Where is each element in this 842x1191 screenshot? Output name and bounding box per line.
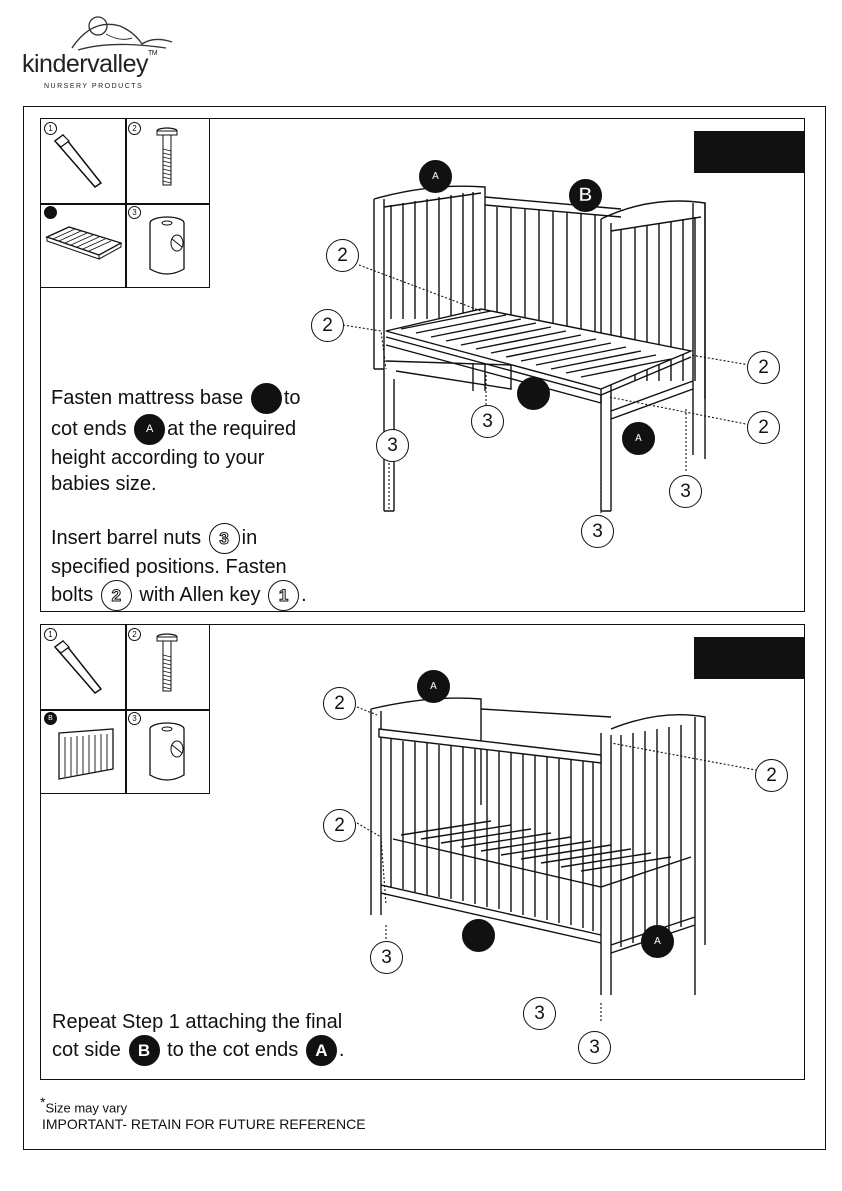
instr-text: bolts [51, 583, 94, 606]
instr-text: Repeat Step 1 attaching the final [52, 1011, 343, 1033]
instr-text: . [301, 583, 307, 606]
instr-text: to [283, 386, 301, 409]
brand-subtitle: NURSERY PRODUCTS [44, 83, 144, 90]
instr-text: babies size. [51, 473, 157, 495]
barrel-nut-callout: 3 [370, 941, 403, 974]
instr-text: Insert barrel nuts [51, 526, 202, 549]
part-number: 3 [128, 206, 141, 219]
cot-end-ref: A [306, 1035, 337, 1066]
mattress-base-ref [251, 383, 282, 414]
instr-text: height according to your [51, 447, 265, 469]
bolt-callout: 2 [323, 687, 356, 720]
part-number: 1 [44, 628, 57, 641]
cot-end-a-callout: A [622, 422, 655, 455]
cot-side-callout [462, 919, 495, 952]
step-2-panel [40, 624, 805, 1080]
cot-side-b-callout: B [569, 179, 602, 212]
size-note [40, 1094, 127, 1115]
cot-end-a-callout: A [417, 670, 450, 703]
sleeping-baby-icon [62, 12, 182, 54]
size-note-text: Size may vary [45, 1100, 128, 1116]
cot-side-ref: B [129, 1035, 160, 1066]
bolt-callout: 2 [326, 239, 359, 272]
part-number: 1 [44, 122, 57, 135]
mattress-base-callout [517, 377, 550, 410]
allen-key-ref: 1 [268, 580, 299, 611]
important-notice: IMPORTANT- RETAIN FOR FUTURE REFERENCE [42, 1116, 366, 1132]
step-1-instructions [51, 383, 351, 611]
bolt-callout: 2 [323, 809, 356, 842]
cot-end-a-callout: A [641, 925, 674, 958]
instr-text: cot side [52, 1038, 121, 1061]
barrel-nut-ref: 3 [209, 523, 240, 554]
cot-end-ref: A [134, 414, 165, 445]
barrel-nut-callout: 3 [578, 1031, 611, 1064]
asterisk: * [40, 1094, 46, 1110]
step-2-instructions [52, 1009, 392, 1066]
instr-text: with Allen key [139, 583, 261, 606]
instr-text: at the required [167, 417, 297, 440]
instr-text: in [241, 526, 258, 549]
step-1-panel [40, 118, 805, 612]
instr-text: . [338, 1038, 345, 1061]
instr-text: to the cot ends [167, 1038, 299, 1061]
barrel-nut-callout: 3 [581, 515, 614, 548]
bolt-ref: 2 [101, 580, 132, 611]
bolt-callout: 2 [311, 309, 344, 342]
barrel-nut-callout: 3 [669, 475, 702, 508]
instr-text: specified positions. Fasten [51, 556, 287, 578]
brand-logo [22, 12, 182, 92]
trademark: TM [148, 50, 158, 57]
barrel-nut-callout: 3 [523, 997, 556, 1030]
part-number: 2 [128, 122, 141, 135]
cot-end-a-callout: A [419, 160, 452, 193]
instr-text: cot ends [51, 417, 127, 440]
brand-name: kindervalley™ [22, 50, 158, 78]
bolt-callout: 2 [755, 759, 788, 792]
barrel-nut-callout: 3 [376, 429, 409, 462]
instr-text: Fasten mattress base [51, 386, 244, 409]
part-number: 2 [128, 628, 141, 641]
part-number: 3 [128, 712, 141, 725]
part-number: B [44, 712, 57, 725]
barrel-nut-callout: 3 [471, 405, 504, 438]
bolt-callout: 2 [747, 351, 780, 384]
bolt-callout: 2 [747, 411, 780, 444]
